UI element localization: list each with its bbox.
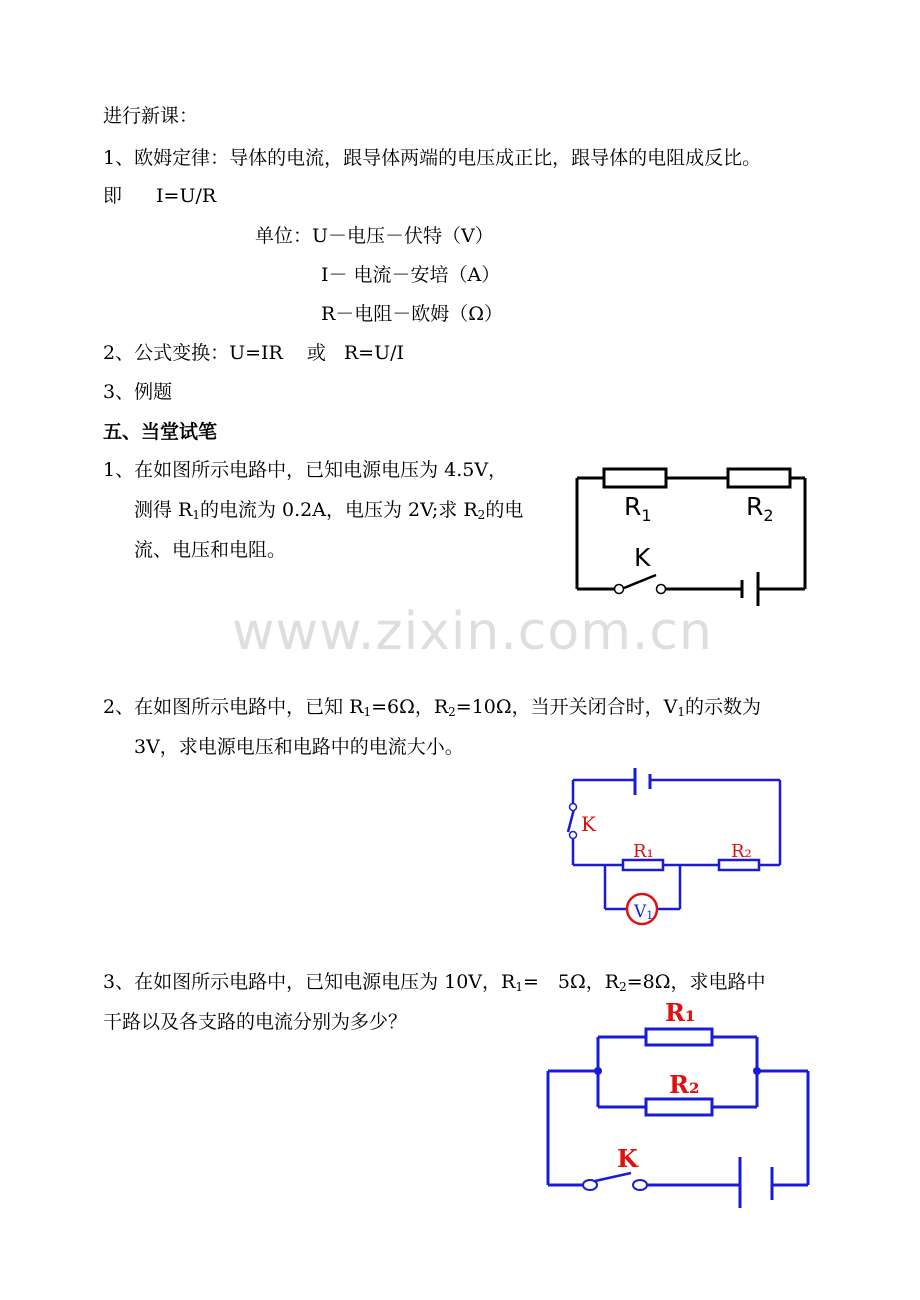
p1-sub-2: 2 — [477, 508, 486, 522]
formula-transform — [103, 341, 404, 365]
junction-right — [753, 1067, 761, 1075]
p3-text-c: =8Ω，求电路中 — [626, 971, 766, 993]
switch-terminal-left — [583, 1180, 597, 1190]
formula-line — [103, 184, 216, 208]
label-r2: R₂ — [669, 1070, 700, 1099]
resistor-r2 — [646, 1099, 712, 1115]
unit-current: I－ 电流－安培（A） — [321, 264, 501, 286]
problem1-line2 — [134, 498, 523, 522]
junction-left — [594, 1067, 602, 1075]
unit-voltage: 单位：U－电压－伏特（V） — [255, 225, 494, 247]
switch-blade — [624, 575, 656, 588]
problem3-line1 — [103, 970, 765, 994]
label-k: K — [617, 1144, 638, 1173]
p3-sub-1: 1 — [515, 980, 523, 994]
p3-text-b: = 5Ω，R — [522, 971, 620, 993]
p1-sub-1: 1 — [192, 508, 200, 522]
label-r2: $R_2$ — [746, 492, 774, 525]
resistor-r1 — [604, 469, 666, 487]
switch-terminal-left — [615, 585, 624, 594]
p2-text-b: =6Ω，R — [371, 696, 449, 718]
watermark: www.zixin.com.cn — [232, 602, 713, 662]
switch-terminal-bottom — [570, 832, 577, 839]
p2-sub-1: 1 — [363, 705, 372, 719]
circuit3-diagram — [543, 995, 813, 1205]
transform-prefix: 2、公式变换：U=IR — [103, 342, 283, 364]
p1-text-a: 测得 R — [134, 499, 193, 521]
problem2-line2: 3V，求电源电压和电路中的电流大小。 — [134, 736, 464, 758]
switch-terminal-right — [657, 585, 666, 594]
label-r1: R₁ — [665, 998, 696, 1027]
formula-prefix: 即 — [103, 185, 123, 207]
p2-text-a: 2、在如图所示电路中，已知 R — [103, 696, 364, 718]
switch-blade — [568, 809, 574, 832]
label-k: K — [581, 812, 596, 836]
formula: I=U/R — [156, 185, 217, 207]
switch-terminal-right — [633, 1180, 647, 1190]
section-title: 五、当堂试笔 — [103, 421, 218, 443]
p2-sub-2: 2 — [448, 705, 456, 719]
examples-heading: 3、例题 — [103, 381, 173, 403]
p3-sub-2: 2 — [619, 980, 627, 994]
p2-sub-3: 1 — [677, 705, 686, 719]
ohm-law-statement: 1、欧姆定律：导体的电流，跟导体两端的电压成正比，跟导体的电阻成反比。 — [103, 147, 762, 169]
problem1-line1: 1、在如图所示电路中，已知电源电压为 4.5V， — [103, 459, 508, 481]
circuit2-diagram — [565, 765, 805, 925]
voltmeter-label: V1 — [634, 902, 654, 922]
intro-heading: 进行新课： — [103, 105, 199, 127]
problem1-line3: 流、电压和电阻。 — [134, 539, 287, 561]
transform-alt: R=U/I — [343, 342, 405, 364]
label-r2: R₂ — [731, 841, 752, 862]
p3-text-a: 3、在如图所示电路中，已知电源电压为 10V，R — [103, 971, 516, 993]
problem2-line1 — [103, 695, 761, 719]
p2-text-d: 的示数为 — [685, 696, 762, 718]
resistor-r1 — [646, 1029, 712, 1045]
label-r1: R₁ — [633, 841, 654, 862]
switch-terminal-top — [570, 804, 577, 811]
transform-or: 或 — [306, 342, 326, 364]
switch-blade — [595, 1173, 631, 1181]
unit-resistance: R－电阻－欧姆（Ω） — [321, 303, 504, 325]
label-r1: $R_1$ — [624, 492, 652, 525]
label-k: K — [634, 543, 651, 572]
p1-text-c: 的电 — [485, 499, 524, 521]
circuit1-diagram — [572, 460, 812, 610]
resistor-r2 — [728, 469, 790, 487]
p1-text-b: 的电流为 0.2A，电压为 2V;求 R — [200, 499, 478, 521]
problem3-line2: 干路以及各支路的电流分别为多少？ — [103, 1011, 408, 1033]
p2-text-c: =10Ω，当开关闭合时，V — [455, 696, 678, 718]
